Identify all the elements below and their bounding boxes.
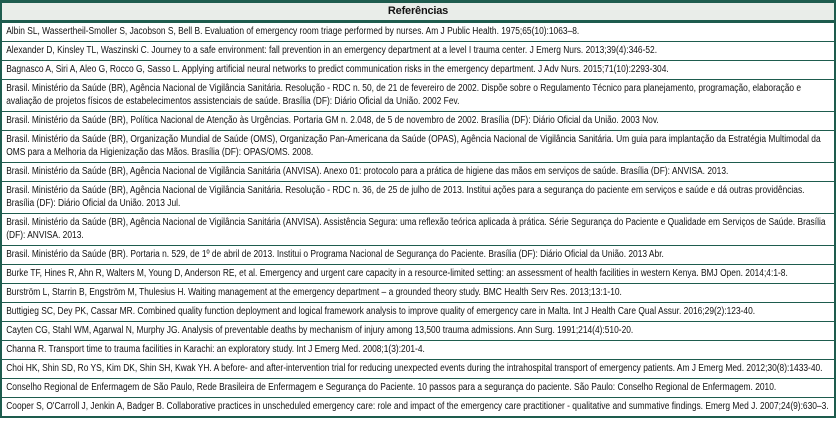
reference-text: Cooper S, O'Carroll J, Jenkin A, Badger B. Collaborative practices in unscheduled emergency care: role and impact of the emergency care practitioner - qualitative and summative findings. Emerg Med J. 2007;24(9):630–3. — [6, 401, 829, 412]
reference-text: Bagnasco A, Siri A, Aleo G, Rocco G, Sasso L. Applying artificial neural networks to predict communication risks in the emergency department. J Adv Nurs. 2015;71(10):2293-304. — [6, 64, 669, 75]
reference-row — [2, 397, 834, 416]
reference-row — [2, 378, 834, 397]
reference-text: Alexander D, Kinsley TL, Waszinski C. Journey to a safe environment: fall prevention in an emergency department at a level I trauma center. J Emerg Nurs. 2013;39(4):346-52. — [6, 45, 658, 56]
table-title: Referências — [2, 3, 834, 22]
reference-row — [2, 245, 834, 264]
reference-text: Conselho Regional de Enfermagem de São Paulo, Rede Brasileira de Enfermagem e Segurança do Paciente. 10 passos para a segurança do paciente. São Paulo: Conselho Regional de Enfermagem. 2010. — [6, 382, 777, 393]
reference-text: Brasil. Ministério da Saúde (BR), Organização Mundial de Saúde (OMS), Organização Pan-Americana da Saúde (OPAS), Agência Nacional de Vigilância Sanitária. Um guia para implantação da Estratégia Multimodal da OMS para a Melhoria da Higienização das Mãos. Brasília (DF): OPAS/OMS. 2008. — [6, 134, 821, 158]
reference-text: Brasil. Ministério da Saúde (BR), Agência Nacional de Vigilância Sanitária. Resolução - RDC n. 36, de 25 de julho de 2013. Institui ações para a segurança do paciente em serviços e saúde e dá outras providências. Brasília (DF): Diário Oficial da União. 2013 Jul. — [6, 185, 805, 209]
reference-text: Choi HK, Shin SD, Ro YS, Kim DK, Shin SH, Kwak YH. A before- and after-intervention trial for reducing unexpected events during the intrahospital transport of emergency patients. Am J Emerg Med. 2012;30(8):1433-40. — [6, 363, 823, 374]
reference-row — [2, 162, 834, 181]
reference-row — [2, 213, 834, 245]
reference-text: Albin SL, Wassertheil-Smoller S, Jacobson S, Bell B. Evaluation of emergency room triage performed by nurses. Am J Public Health. 1975;65(10):1063–8. — [6, 26, 580, 37]
reference-row — [2, 321, 834, 340]
reference-text: Channa R. Transport time to trauma facilities in Karachi: an exploratory study. Int J Emerg Med. 2008;1(3):201-4. — [6, 344, 425, 355]
reference-row — [2, 130, 834, 162]
reference-row — [2, 302, 834, 321]
reference-row — [2, 283, 834, 302]
reference-row — [2, 181, 834, 213]
reference-text: Cayten CG, Stahl WM, Agarwal N, Murphy JG. Analysis of preventable deaths by mechanism of injury among 13,500 trauma admissions. Ann Surg. 1991;214(4):510-20. — [6, 325, 634, 336]
reference-row — [2, 359, 834, 378]
reference-text: Buttigieg SC, Dey PK, Cassar MR. Combined quality function deployment and logical framework analysis to improve quality of emergency care in Malta. Int J Health Care Qual Assur. 2016;29(2):123-40. — [6, 306, 756, 317]
reference-row — [2, 41, 834, 60]
reference-row — [2, 79, 834, 111]
reference-row — [2, 22, 834, 41]
reference-text: Burke TF, Hines R, Ahn R, Walters M, Young D, Anderson RE, et al. Emergency and urgent care capacity in a resource-limited setting: an assessment of health facilities in western Kenya. BMJ Open. 2014;4:1-8. — [6, 268, 788, 279]
reference-row — [2, 60, 834, 79]
reference-row — [2, 111, 834, 130]
reference-row — [2, 264, 834, 283]
reference-text: Brasil. Ministério da Saúde (BR), Política Nacional de Atenção às Urgências. Portaria GM n. 2.048, de 5 de novembro de 2002. Brasília (DF): Diário Oficial da União. 2003 Nov. — [6, 115, 659, 126]
reference-row — [2, 340, 834, 359]
reference-text: Brasil. Ministério da Saúde (BR), Agência Nacional de Vigilância Sanitária. Resolução - RDC n. 50, de 21 de fevereiro de 2002. Dispõe sobre o Regulamento Técnico para planejamento, programação, elaboração e avaliação de projetos físicos de estabelecimentos assistenciais de saúde. Brasília (DF): Diário Oficial da União. 2002 Fev. — [6, 83, 802, 107]
reference-text: Brasil. Ministério da Saúde (BR). Portaria n. 529, de 1º de abril de 2013. Institui o Programa Nacional de Segurança do Paciente. Brasília (DF): Diário Oficial da União. 2013 Abr. — [6, 249, 664, 260]
reference-text: Brasil. Ministério da Saúde (BR), Agência Nacional de Vigilância Sanitária (ANVISA). Anexo 01: protocolo para a prática de higiene das mãos em serviços de saúde. Brasília (DF): ANVISA. 2013. — [6, 166, 729, 177]
reference-text: Brasil. Ministério da Saúde (BR), Agência Nacional de Vigilância Sanitária (ANVISA). Assistência Segura: uma reflexão teórica aplicada à prática. Série Segurança do Paciente e Qualidade em Serviços de Saúde. Brasília (DF): ANVISA. 2013. — [6, 217, 826, 241]
reference-text: Burström L, Starrin B, Engström M, Thulesius H. Waiting management at the emergency department – a grounded theory study. BMC Health Serv Res. 2013;13:1-10. — [6, 287, 622, 298]
